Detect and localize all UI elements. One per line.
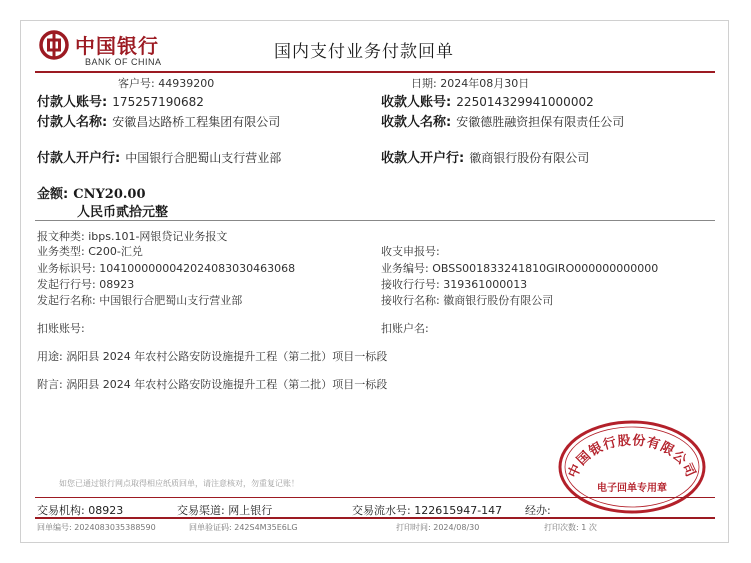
footer-top-divider [35,497,715,498]
payer-name: 付款人名称: 安徽昌达路桥工程集团有限公司 [37,115,281,130]
business-no: 业务编号: OBSS001833241810GIRO000000000000 [381,262,659,275]
payer-bank: 付款人开户行: 中国银行合肥蜀山支行营业部 [37,151,282,166]
payee-name: 收款人名称: 安徽德胜融资担保有限责任公司 [381,115,625,130]
receipt-number: 回单编号: 2024083035388590 [37,523,156,532]
message-type: 报文种类: ibps.101-网银贷记业务报文 [37,230,228,243]
originating-bank-name: 发起行名称: 中国银行合肥蜀山支行营业部 [37,294,243,307]
amount-divider [35,220,715,221]
verification-code: 回单验证码: 242S4M35E6LG [189,523,298,532]
document-title: 国内支付业务付款回单 [274,42,454,62]
remark: 附言: 涡阳县 2024 年农村公路安防设施提升工程（第二批）项目一标段 [37,378,388,391]
amount: 金额: CNY20.00 [37,187,146,202]
receiving-bank-name: 接收行名称: 徽商银行股份有限公司 [381,294,554,307]
svg-text:中国银行股份有限公司: 中国银行股份有限公司 [565,433,699,481]
receiving-bank-no: 接收行行号: 319361000013 [381,278,528,291]
print-count: 打印次数: 1 次 [544,523,597,532]
amount-in-words: 人民币贰拾元整 [77,205,169,220]
electronic-receipt-seal-icon [557,419,707,515]
declaration-no: 收支申报号: [381,245,440,258]
handler: 经办: [525,504,551,517]
footer-bottom-divider [35,517,715,519]
duplicate-notice: 如您已通过银行网点取得相应纸质回单，请注意核对，勿重复记账！ [59,479,299,488]
bank-name-cn: 中国银行 [75,34,159,58]
business-type: 业务类型: C200-汇兑 [37,245,143,258]
print-time: 打印时间: 2024/08/30 [396,523,480,532]
customer-no: 客户号: 44939200 [118,77,215,90]
transaction-org: 交易机构: 08923 [37,504,124,517]
debit-account: 扣账账号: [37,322,85,335]
payee-account: 收款人账号: 225014329941000002 [381,95,594,110]
bank-name-en: BANK OF CHINA [85,57,162,67]
bank-of-china-logo-icon [39,30,69,60]
business-id: 业务标识号: 104100000004202408303046306​8 [37,262,296,275]
debit-account-name: 扣账户名: [381,322,429,335]
purpose: 用途: 涡阳县 2024 年农村公路安防设施提升工程（第二批）项目一标段 [37,350,388,363]
receipt-page [20,20,729,543]
originating-bank-no: 发起行行号: 08923 [37,278,135,291]
transaction-serial: 交易流水号: 122615947-147 [352,504,503,517]
payee-bank: 收款人开户行: 徽商银行股份有限公司 [381,151,590,166]
transaction-channel: 交易渠道: 网上银行 [177,504,273,517]
receipt-date: 日期: 2024年08月30日 [411,77,530,90]
svg-text:电子回单专用章: 电子回单专用章 [597,483,667,494]
header-divider [35,71,715,73]
payer-account: 付款人账号: 175257190682 [37,95,204,110]
